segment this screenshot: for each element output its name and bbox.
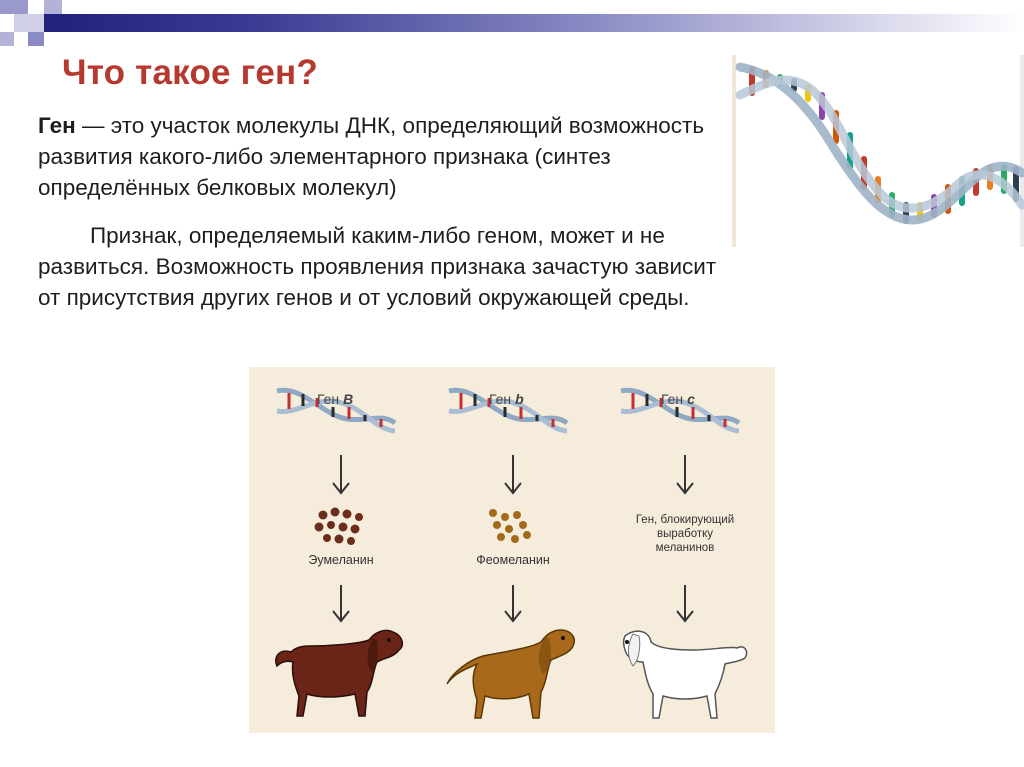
note-text: Признак, определяемый каким-либо геном, может и не развиться. Возможность проявления признака зачастую зависит от присутствия других генов и от условий окружающей среды. [38,223,717,310]
title-bar-decoration [62,14,1024,32]
gene-label-3: Ген c [661,391,695,407]
brown-dog [276,630,403,716]
eumelanin-label: Эумеланин [308,553,374,567]
gene-expression-figure [249,367,775,733]
golden-dog [447,630,574,718]
blocking-gene-label: Ген, блокирующий выработку меланинов [635,514,735,554]
definition-text: — это участок молекулы ДНК, определяющий возможность развития какого-либо элементарного признака (синтез определённых белковых молекул) [38,113,705,200]
eumelanin-granules [315,508,364,546]
definition-paragraph [38,110,728,203]
slide-title: Что такое ген? [62,53,318,92]
gene-label-1: Ген B [317,391,354,407]
gene-label-2: Ген b [489,391,524,407]
white-dog [624,631,747,718]
definition-term: Ген [38,113,76,138]
pheomelanin-granules [489,509,531,543]
note-paragraph [38,220,728,313]
dna-helix-image [732,55,1024,247]
pheomelanin-label: Феомеланин [476,553,550,567]
